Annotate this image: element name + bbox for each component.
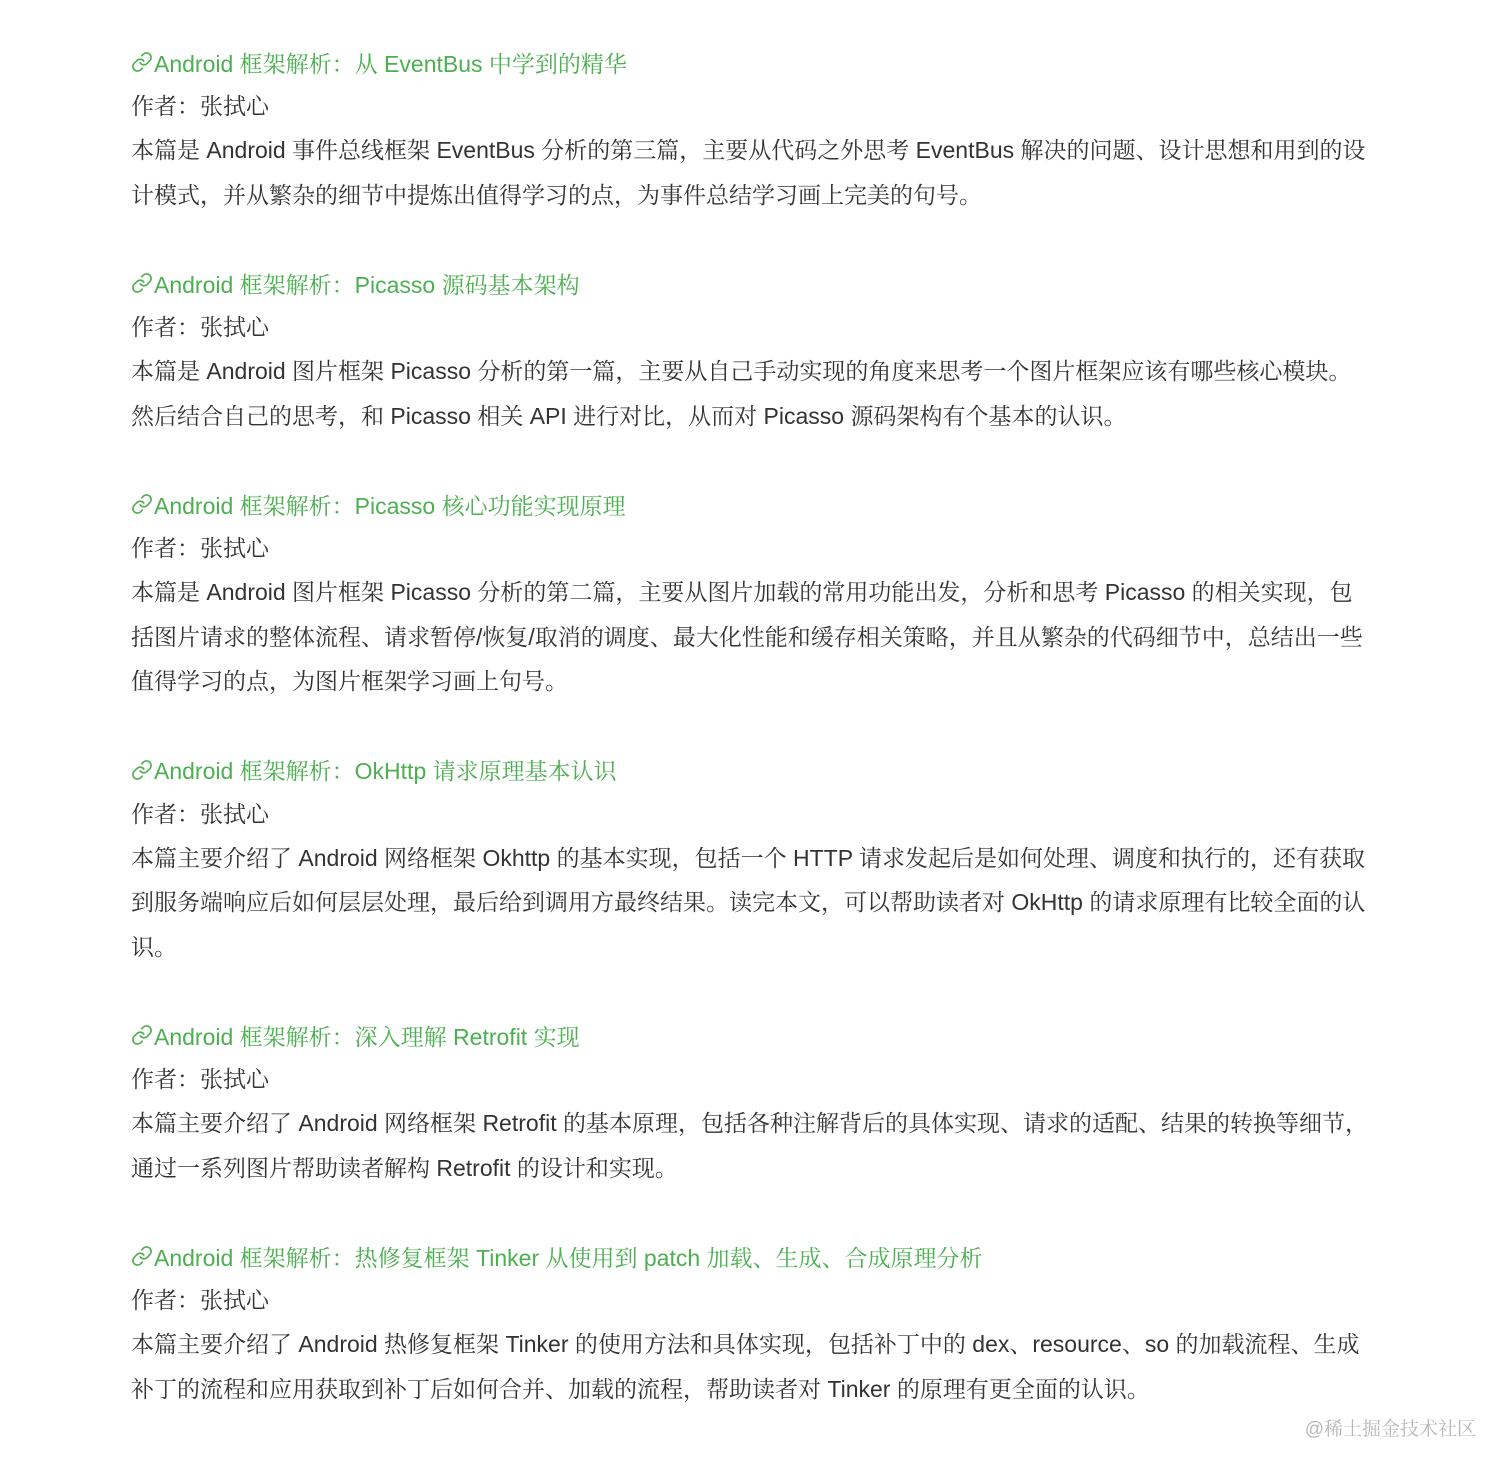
link-icon (131, 493, 153, 515)
article-author: 作者：张拭心 (131, 535, 269, 561)
link-icon (131, 1024, 153, 1046)
article-title-text: Android 框架解析：深入理解 Retrofit 实现 (154, 1023, 580, 1050)
spacer (131, 704, 1371, 748)
spacer (131, 969, 1371, 1013)
article-title-text: Android 框架解析：OkHttp 请求原理基本认识 (154, 758, 617, 784)
article-title-text: Android 框架解析：Picasso 核心功能实现原理 (154, 492, 626, 519)
link-icon (131, 51, 153, 73)
article-author: 作者：张拭心 (131, 93, 269, 119)
article-author: 作者：张拭心 (131, 1287, 269, 1313)
article-summary: 本篇是 Android 图片框架 Picasso 分析的第一篇，主要从自己手动实现的角度来思考一个图片框架应该有哪些核心模块。然后结合自己的思考，和 Picasso 相关 API 进行对比，从而对 Picasso 源码架构有个基本的认识。 (131, 358, 1352, 429)
article-item (131, 1234, 1371, 1411)
spacer (131, 217, 1371, 261)
article-title-text: Android 框架解析：Picasso 源码基本架构 (154, 271, 580, 298)
article-author: 作者：张拭心 (131, 1066, 269, 1092)
article-list (131, 40, 1371, 1411)
article-title-link[interactable] (131, 1234, 1371, 1278)
link-icon (131, 759, 153, 781)
article-author: 作者：张拭心 (131, 800, 269, 827)
article-summary: 本篇主要介绍了 Android 热修复框架 Tinker 的使用方法和具体实现，包括补丁中的 dex、resource、so 的加载流程、生成补丁的流程和应用获取到补丁后如何合并、加载的流程，帮助读者对 Tinker 的原理有更全面的认识。 (131, 1331, 1360, 1402)
link-icon (131, 272, 153, 294)
spacer (131, 438, 1371, 482)
article-summary: 本篇是 Android 图片框架 Picasso 分析的第二篇，主要从图片加载的常用功能出发，分析和思考 Picasso 的相关实现，包括图片请求的整体流程、请求暂停/恢复/取消的调度、最大化性能和缓存相关策略，并且从繁杂的代码细节中，总结出一些值得学习的点，为图片框架学习画上句号。 (131, 579, 1363, 694)
article-title-link[interactable] (131, 1013, 1371, 1057)
article-item (131, 261, 1371, 438)
article-title-link[interactable] (131, 482, 1371, 526)
article-title-text: Android 框架解析：从 EventBus 中学到的精华 (154, 50, 627, 77)
article-title-text: Android 框架解析：热修复框架 Tinker 从使用到 patch 加载、生成、合成原理分析 (154, 1244, 983, 1271)
article-summary: 本篇主要介绍了 Android 网络框架 Retrofit 的基本原理，包括各种注解背后的具体实现、请求的适配、结果的转换等细节，通过一系列图片帮助读者解构 Retrofit 的设计和实现。 (131, 1110, 1368, 1181)
article-author: 作者：张拭心 (131, 314, 269, 340)
article-summary: 本篇主要介绍了 Android 网络框架 Okhttp 的基本实现，包括一个 HTTP 请求发起后是如何处理、调度和执行的，还有获取到服务端响应后如何层层处理，最后给到调用方最终结果。读完本文，可以帮助读者对 OkHttp 的请求原理有比较全面的认识。 (131, 844, 1366, 960)
article-item (131, 748, 1371, 970)
spacer (131, 1190, 1371, 1234)
article-item (131, 1013, 1371, 1190)
link-icon (131, 1245, 153, 1267)
article-item (131, 40, 1371, 217)
article-title-link[interactable] (131, 261, 1371, 305)
article-item (131, 482, 1371, 704)
article-title-link[interactable] (131, 40, 1371, 84)
watermark: @稀土掘金技术社区 (1304, 1419, 1476, 1440)
article-title-link[interactable] (131, 748, 1371, 792)
article-summary: 本篇是 Android 事件总线框架 EventBus 分析的第三篇，主要从代码之外思考 EventBus 解决的问题、设计思想和用到的设计模式，并从繁杂的细节中提炼出值得学习的点，为事件总结学习画上完美的句号。 (131, 137, 1366, 208)
